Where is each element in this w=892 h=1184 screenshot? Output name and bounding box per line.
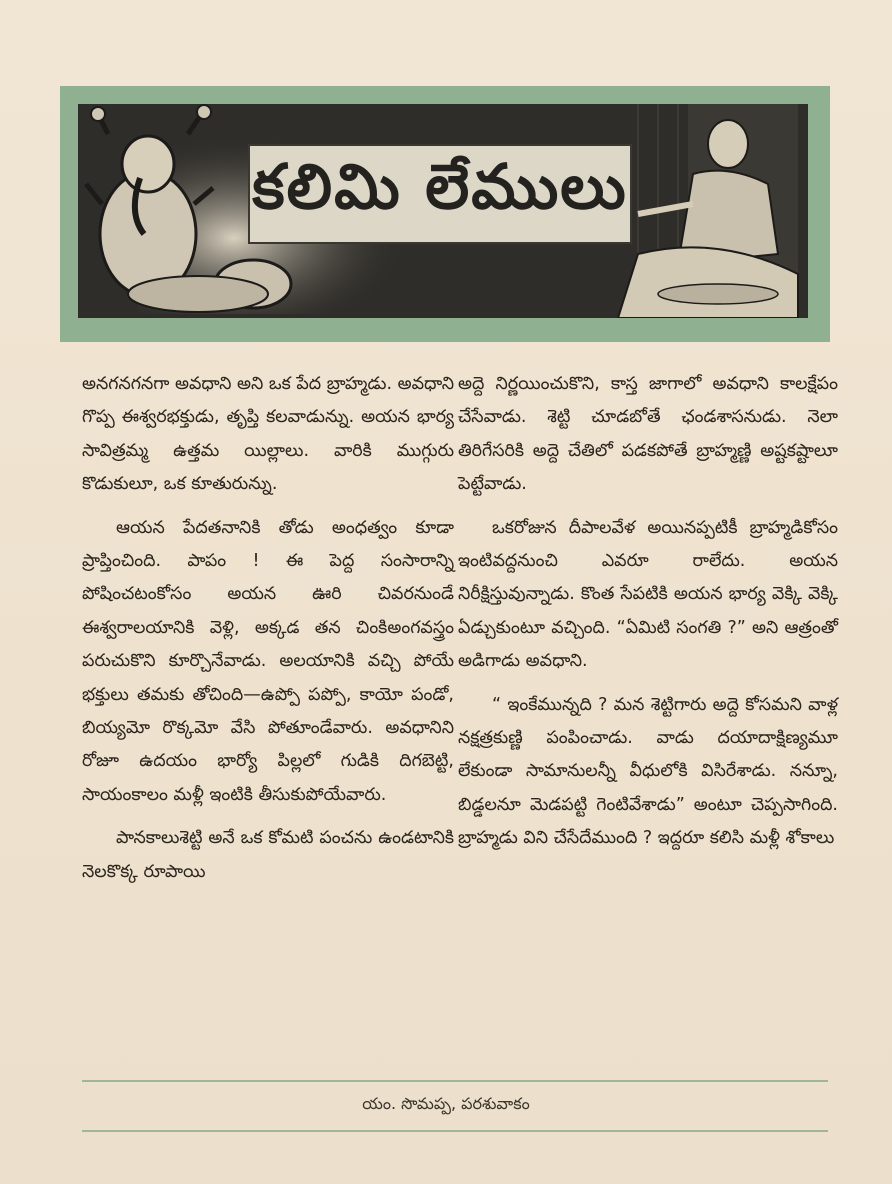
paragraph: ఆయన పేదతనానికి తోడు అంధత్వం కూడా ప్రాప్తించింది. పాపం ! ఈ పెద్ద సంసారాన్ని పోషించటంకోసం అయన ఊరి చివరనుండే ఈశ్వరాలయానికి వెళ్లి, అక్కడ తన చింకిఅంగవస్త్రం పరుచుకొని కూర్చొనేవాడు. అలయానికి వచ్చి పోయే భక్తులు తమకు తోచింది—ఉప్పో పప్పో, కాయో పండో, బియ్యమో రొక్కమో వేసి పోతూండేవారు. అవధానిని రోజూ ఉదయం భార్యో పిల్లలో గుడికి దిగబెట్టి, సాయంకాలం మళ్లీ ఇంటికి తీసుకుపోయేవారు.: [82, 517, 454, 805]
footer-divider: [82, 1080, 828, 1082]
footer-divider: [82, 1130, 828, 1132]
paragraph: “ ఇంకేమున్నది ? మన శెట్టిగారు అద్దె కోసమని వాళ్ల నక్షత్రకుణ్ణి పంపించాడు. వాడు దయాదాక్షిణ్యమూ లేకుండా సామానులన్నీ వీధులోకి విసిరేశాడు. నన్నూ, బిడ్డలనూ మెడపట్టి గెంటివేశాడు” అంటూ చెప్పసాగింది. బ్రాహ్మడు విని చేసేదేముంది ? ఇద్దరూ కలిసి మళ్లీ శోకాలు: [458, 694, 838, 849]
story-header-banner: [60, 86, 830, 342]
paragraph: పానకాలుశెట్టి అనే ఒక కోమటి పంచను ఉండటానికి నెలకొక్క రూపాయి: [82, 828, 454, 882]
story-title: కలిమి లేములు: [252, 150, 628, 223]
header-illustration: [78, 104, 808, 318]
story-title-box: [248, 144, 632, 244]
paragraph: అనగనగనగా అవధాని అని ఒక పేద బ్రాహ్మడు. అవధాని గొప్ప ఈశ్వరభక్తుడు, తృప్తి కలవాడున్ను. అయన భార్య సావిత్రమ్మ ఉత్తమ యిల్లాలు. వారికి ముగ్గురు కొడుకులూ, ఒక కూతురున్ను.: [82, 374, 454, 495]
paragraph: అద్దె నిర్ణయించుకొని, కాస్త జాగాలో అవధాని కాలక్షేపం చేసేవాడు. శెట్టి చూడబోతే ఛండశాసనుడు. నెలా తిరిగేసరికి అద్దె చేతిలో పడకపోతే బ్రాహ్మణ్ణి అష్టకష్టాలూ పెట్టేవాడు.: [458, 374, 838, 495]
author-byline: యం. సొమప్ప, పరశువాకం: [362, 1094, 530, 1113]
paragraph: ఒకరోజున దీపాలవేళ అయినప్పటికీ బ్రాహ్మడికోసం ఇంటివద్దనుంచి ఎవరూ రాలేదు. అయన నిరీక్షిస్తువున్నాడు. కొంత సేపటికి అయన భార్య వెక్కి వెక్కి ఏడ్చుకుంటూ వచ్చింది. “ఏమిటి సంగతి ?” అని ఆత్రంతో అడిగాడు అవధాని.: [458, 517, 838, 672]
text-column-left: [82, 368, 454, 899]
text-column-right: [458, 368, 838, 866]
